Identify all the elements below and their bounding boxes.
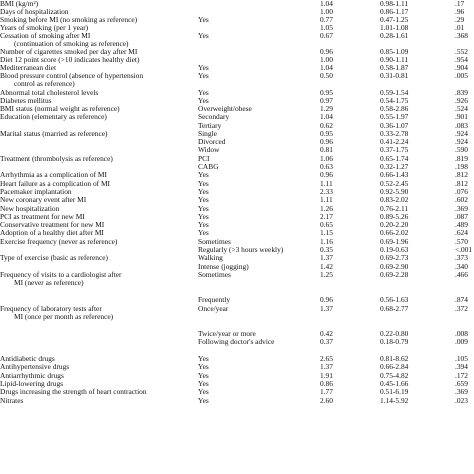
variable-cell: Frequency of laboratory tests after <box>0 304 102 313</box>
p-value-cell: .369 <box>455 387 468 396</box>
category-cell: Overweight/obese <box>198 104 252 113</box>
table-row <box>0 171 474 179</box>
variable-cell: Diabetes mellitus <box>0 96 52 105</box>
odds-ratio-cell: 1.00 <box>320 55 333 64</box>
category-cell: Yes <box>198 179 209 188</box>
odds-ratio-cell: 1.37 <box>320 362 333 371</box>
table-row <box>0 388 474 396</box>
odds-ratio-cell: 2.33 <box>320 187 333 196</box>
odds-ratio-cell: 1.05 <box>320 23 333 32</box>
category-cell: Yes <box>198 63 209 72</box>
variable-cell: Adoption of a healthy diet after MI <box>0 228 104 237</box>
p-value-cell: .659 <box>455 379 468 388</box>
category-cell: Intense (jogging) <box>198 262 249 271</box>
odds-ratio-cell: 0.42 <box>320 329 333 338</box>
p-value-cell: .29 <box>455 15 465 24</box>
confidence-interval-cell: 0.66-2.84 <box>380 362 409 371</box>
p-value-cell: .373 <box>455 253 468 262</box>
category-cell: Secondary <box>198 112 230 121</box>
variable-cell: Exercise frequency (never as reference) <box>0 237 118 246</box>
variable-cell: New hospitalization <box>0 204 60 213</box>
p-value-cell: .340 <box>455 262 468 271</box>
p-value-cell: .394 <box>455 362 468 371</box>
odds-ratio-cell: 0.97 <box>320 96 333 105</box>
p-value-cell: .819 <box>455 154 468 163</box>
confidence-interval-cell: 0.69-2.73 <box>380 253 409 262</box>
odds-ratio-cell: 2.65 <box>320 354 333 363</box>
confidence-interval-cell: 0.51-6.19 <box>380 387 409 396</box>
p-value-cell: .083 <box>455 121 468 130</box>
odds-ratio-cell: 2.17 <box>320 212 333 221</box>
variable-cell: Frequency of visits to a cardiologist after <box>0 270 122 279</box>
p-value-cell: .552 <box>455 47 468 56</box>
category-cell: Following doctor's advice <box>198 337 275 346</box>
odds-ratio-cell: 0.95 <box>320 88 333 97</box>
variable-cell: Diet 12 point score (>10 indicates healthy diet) <box>0 55 140 64</box>
odds-ratio-cell: 1.00 <box>320 7 333 16</box>
table-row <box>0 338 474 346</box>
variable-cell: Abnormal total cholesterol levels <box>0 88 99 97</box>
confidence-interval-cell: 0.55-1.97 <box>380 112 409 121</box>
category-cell: Widow <box>198 145 220 154</box>
category-cell: Tertiary <box>198 121 222 130</box>
confidence-interval-cell: 0.31-0.81 <box>380 71 409 80</box>
variable-cell: Heart failure as a complication of MI <box>0 179 110 188</box>
category-cell: Yes <box>198 220 209 229</box>
odds-ratio-cell: 1.04 <box>320 112 333 121</box>
category-cell: Yes <box>198 362 209 371</box>
p-value-cell: .369 <box>455 204 468 213</box>
confidence-interval-cell: 0.65-1.74 <box>380 154 409 163</box>
p-value-cell: .172 <box>455 371 468 380</box>
odds-ratio-cell: 0.62 <box>320 121 333 130</box>
p-value-cell: .372 <box>455 304 468 313</box>
odds-ratio-cell: 1.16 <box>320 237 333 246</box>
confidence-interval-cell: 0.59-1.54 <box>380 88 409 97</box>
variable-cell: Marital status (married as reference) <box>0 129 108 138</box>
table-row <box>0 296 474 304</box>
category-cell: Sometimes <box>198 237 231 246</box>
p-value-cell: .624 <box>455 228 468 237</box>
odds-ratio-cell: 1.11 <box>320 179 333 188</box>
odds-ratio-cell: 1.29 <box>320 104 333 113</box>
confidence-interval-cell: 0.69-1.96 <box>380 237 409 246</box>
p-value-cell: .17 <box>455 0 465 8</box>
confidence-interval-cell: 0.90-1.11 <box>380 55 409 64</box>
odds-ratio-cell: 0.96 <box>320 295 333 304</box>
confidence-interval-cell: 0.47-1.25 <box>380 15 409 24</box>
category-cell: Yes <box>198 387 209 396</box>
p-value-cell: .954 <box>455 55 468 64</box>
confidence-interval-cell: 0.85-1.09 <box>380 47 409 56</box>
p-value-cell: .96 <box>455 7 465 16</box>
category-cell: Sometimes <box>198 270 231 279</box>
odds-ratio-cell: 1.04 <box>320 0 333 8</box>
p-value-cell: <.001 <box>455 245 473 254</box>
confidence-interval-cell: 0.86-1.17 <box>380 7 409 16</box>
confidence-interval-cell: 0.58-1.87 <box>380 63 409 72</box>
odds-ratio-cell: 0.65 <box>320 220 333 229</box>
confidence-interval-cell: 0.56-1.63 <box>380 295 409 304</box>
table-row <box>0 363 474 371</box>
table-row <box>0 313 474 321</box>
odds-ratio-cell: 1.26 <box>320 204 333 213</box>
odds-ratio-cell: 0.35 <box>320 245 333 254</box>
p-value-cell: .489 <box>455 220 468 229</box>
confidence-interval-cell: 0.83-2.02 <box>380 195 409 204</box>
category-cell: Yes <box>198 354 209 363</box>
confidence-interval-cell: 0.66-1.43 <box>380 170 409 179</box>
variable-cell: New coronary event after MI <box>0 195 87 204</box>
category-cell: Yes <box>198 31 209 40</box>
odds-ratio-cell: 1.11 <box>320 195 333 204</box>
odds-ratio-cell: 1.37 <box>320 304 333 313</box>
category-cell: PCI <box>198 154 210 163</box>
variable-cell: Mediterranean diet <box>0 63 57 72</box>
category-cell: Twice/year or more <box>198 329 256 338</box>
p-value-cell: .087 <box>455 212 468 221</box>
confidence-interval-cell: 0.81-8.62 <box>380 354 409 363</box>
category-cell: Yes <box>198 379 209 388</box>
category-cell: Single <box>198 129 217 138</box>
p-value-cell: .368 <box>455 31 468 40</box>
confidence-interval-cell: 0.98-1.11 <box>380 0 409 8</box>
confidence-interval-cell: 0.22-0.80 <box>380 329 409 338</box>
p-value-cell: .466 <box>455 270 468 279</box>
variable-cell: Conservative treatment for new MI <box>0 220 105 229</box>
table-row <box>0 113 474 121</box>
category-cell: Yes <box>198 371 209 380</box>
confidence-interval-cell: 0.19-0.63 <box>380 245 409 254</box>
category-cell: Yes <box>198 71 209 80</box>
variable-cell: Blood pressure control (absence of hypertension <box>0 71 144 80</box>
p-value-cell: .023 <box>455 396 468 405</box>
odds-ratio-cell: 0.67 <box>320 31 333 40</box>
p-value-cell: .076 <box>455 187 468 196</box>
category-cell: Yes <box>198 212 209 221</box>
p-value-cell: .812 <box>455 179 468 188</box>
variable-cell: Drugs increasing the strength of heart contraction <box>0 387 147 396</box>
category-cell: Yes <box>198 204 209 213</box>
odds-ratio-cell: 1.77 <box>320 387 333 396</box>
p-value-cell: .812 <box>455 170 468 179</box>
confidence-interval-cell: 0.45-1.66 <box>380 379 409 388</box>
category-cell: Yes <box>198 15 209 24</box>
confidence-interval-cell: 0.66-2.02 <box>380 228 409 237</box>
category-cell: Yes <box>198 96 209 105</box>
p-value-cell: .524 <box>455 104 468 113</box>
p-value-cell: .602 <box>455 195 468 204</box>
odds-ratio-cell: 1.04 <box>320 63 333 72</box>
p-value-cell: .01 <box>455 23 465 32</box>
table-row <box>0 196 474 204</box>
table-row <box>0 254 474 262</box>
confidence-interval-cell: 0.54-1.75 <box>380 96 409 105</box>
odds-ratio-cell: 1.91 <box>320 371 333 380</box>
confidence-interval-cell: 0.92-5.90 <box>380 187 409 196</box>
variable-cell: Type of exercise (basic as reference) <box>0 253 109 262</box>
odds-ratio-cell: 0.63 <box>320 162 333 171</box>
variable-cell: Lipid-lowering drugs <box>0 379 64 388</box>
category-cell: Divorced <box>198 137 226 146</box>
variable-cell: Treatment (thrombolysis as reference) <box>0 154 113 163</box>
odds-ratio-cell: 1.06 <box>320 154 333 163</box>
confidence-interval-cell: 0.41-2.24 <box>380 137 409 146</box>
odds-ratio-cell: 1.42 <box>320 262 333 271</box>
variable-cell: Days of hospitalization <box>0 7 69 16</box>
p-value-cell: .105 <box>455 354 468 363</box>
odds-ratio-cell: 0.96 <box>320 47 333 56</box>
variable-cell: Years of smoking (per 1 year) <box>0 23 89 32</box>
variable-cell: Nitrates <box>0 396 24 405</box>
odds-ratio-cell: 0.86 <box>320 379 333 388</box>
category-cell: Yes <box>198 228 209 237</box>
table-row <box>0 146 474 154</box>
confidence-interval-cell: 0.69-2.90 <box>380 262 409 271</box>
variable-cell: Arrhythmia as a complication of MI <box>0 170 107 179</box>
variable-cell: MI (once per month as reference) <box>14 312 114 321</box>
p-value-cell: .009 <box>455 337 468 346</box>
variable-cell: Number of cigarettes smoked per day after MI <box>0 47 138 56</box>
p-value-cell: .924 <box>455 137 468 146</box>
p-value-cell: .005 <box>455 71 468 80</box>
category-cell: Frequently <box>198 295 231 304</box>
category-cell: Yes <box>198 88 209 97</box>
variable-cell: BMI status (normal weight as reference) <box>0 104 120 113</box>
variable-cell: Cessation of smoking after MI <box>0 31 91 40</box>
variable-cell: Antidiabetic drugs <box>0 354 55 363</box>
confidence-interval-cell: 0.75-4.82 <box>380 371 409 380</box>
category-cell: Yes <box>198 195 209 204</box>
odds-ratio-cell: 0.96 <box>320 170 333 179</box>
confidence-interval-cell: 0.36-1.07 <box>380 121 409 130</box>
variable-cell: BMI (kg/m²) <box>0 0 39 8</box>
odds-ratio-cell: 0.95 <box>320 129 333 138</box>
confidence-interval-cell: 1.01-1.08 <box>380 23 409 32</box>
odds-ratio-cell: 1.15 <box>320 228 333 237</box>
table-row <box>0 397 474 405</box>
confidence-interval-cell: 0.58-2.86 <box>380 104 409 113</box>
p-value-cell: .590 <box>455 145 468 154</box>
confidence-interval-cell: 0.52-2.45 <box>380 179 409 188</box>
odds-ratio-cell: 0.37 <box>320 337 333 346</box>
category-cell: Yes <box>198 396 209 405</box>
variable-cell: Pacemaker implantation <box>0 187 72 196</box>
confidence-interval-cell: 0.68-2.77 <box>380 304 409 313</box>
category-cell: CABG <box>198 162 219 171</box>
confidence-interval-cell: 0.20-2.20 <box>380 220 409 229</box>
variable-cell: MI (never as reference) <box>14 278 84 287</box>
table-row <box>0 279 474 287</box>
p-value-cell: .008 <box>455 329 468 338</box>
p-value-cell: .904 <box>455 63 468 72</box>
confidence-interval-cell: 0.28-1.61 <box>380 31 409 40</box>
variable-cell: Antihypertensive drugs <box>0 362 70 371</box>
confidence-interval-cell: 0.89-5.26 <box>380 212 409 221</box>
odds-ratio-cell: 2.60 <box>320 396 333 405</box>
category-cell: Yes <box>198 170 209 179</box>
confidence-interval-cell: 0.33-2.78 <box>380 129 409 138</box>
odds-ratio-cell: 0.96 <box>320 137 333 146</box>
table-row <box>0 229 474 237</box>
confidence-interval-cell: 0.76-2.11 <box>380 204 409 213</box>
odds-ratio-cell: 1.25 <box>320 270 333 279</box>
variable-cell: control as reference) <box>14 79 75 88</box>
p-value-cell: .839 <box>455 88 468 97</box>
p-value-cell: .926 <box>455 96 468 105</box>
variable-cell: PCI as treatment for new MI <box>0 212 85 221</box>
odds-ratio-cell: 0.77 <box>320 15 333 24</box>
variable-cell: Smoking before MI (no smoking as reference) <box>0 15 138 24</box>
variable-cell: Education (elementary as reference) <box>0 112 107 121</box>
p-value-cell: .901 <box>455 112 468 121</box>
confidence-interval-cell: 0.37-1.75 <box>380 145 409 154</box>
confidence-interval-cell: 0.69-2.28 <box>380 270 409 279</box>
p-value-cell: .198 <box>455 162 468 171</box>
category-cell: Walking <box>198 253 223 262</box>
odds-ratio-cell: 1.37 <box>320 253 333 262</box>
table-row <box>0 80 474 88</box>
p-value-cell: .570 <box>455 237 468 246</box>
confidence-interval-cell: 0.18-0.79 <box>380 337 409 346</box>
confidence-interval-cell: 1.14-5.92 <box>380 396 409 405</box>
variable-cell: Antiarrhythmic drugs <box>0 371 64 380</box>
confidence-interval-cell: 0.32-1.27 <box>380 162 409 171</box>
category-cell: Once/year <box>198 304 229 313</box>
p-value-cell: .924 <box>455 129 468 138</box>
odds-ratio-cell: 0.50 <box>320 71 333 80</box>
odds-ratio-cell: 0.81 <box>320 145 333 154</box>
category-cell: Yes <box>198 187 209 196</box>
category-cell: Regularly (>3 hours weekly) <box>198 245 284 254</box>
p-value-cell: .874 <box>455 295 468 304</box>
variable-cell: (continuation of smoking as reference) <box>14 39 129 48</box>
